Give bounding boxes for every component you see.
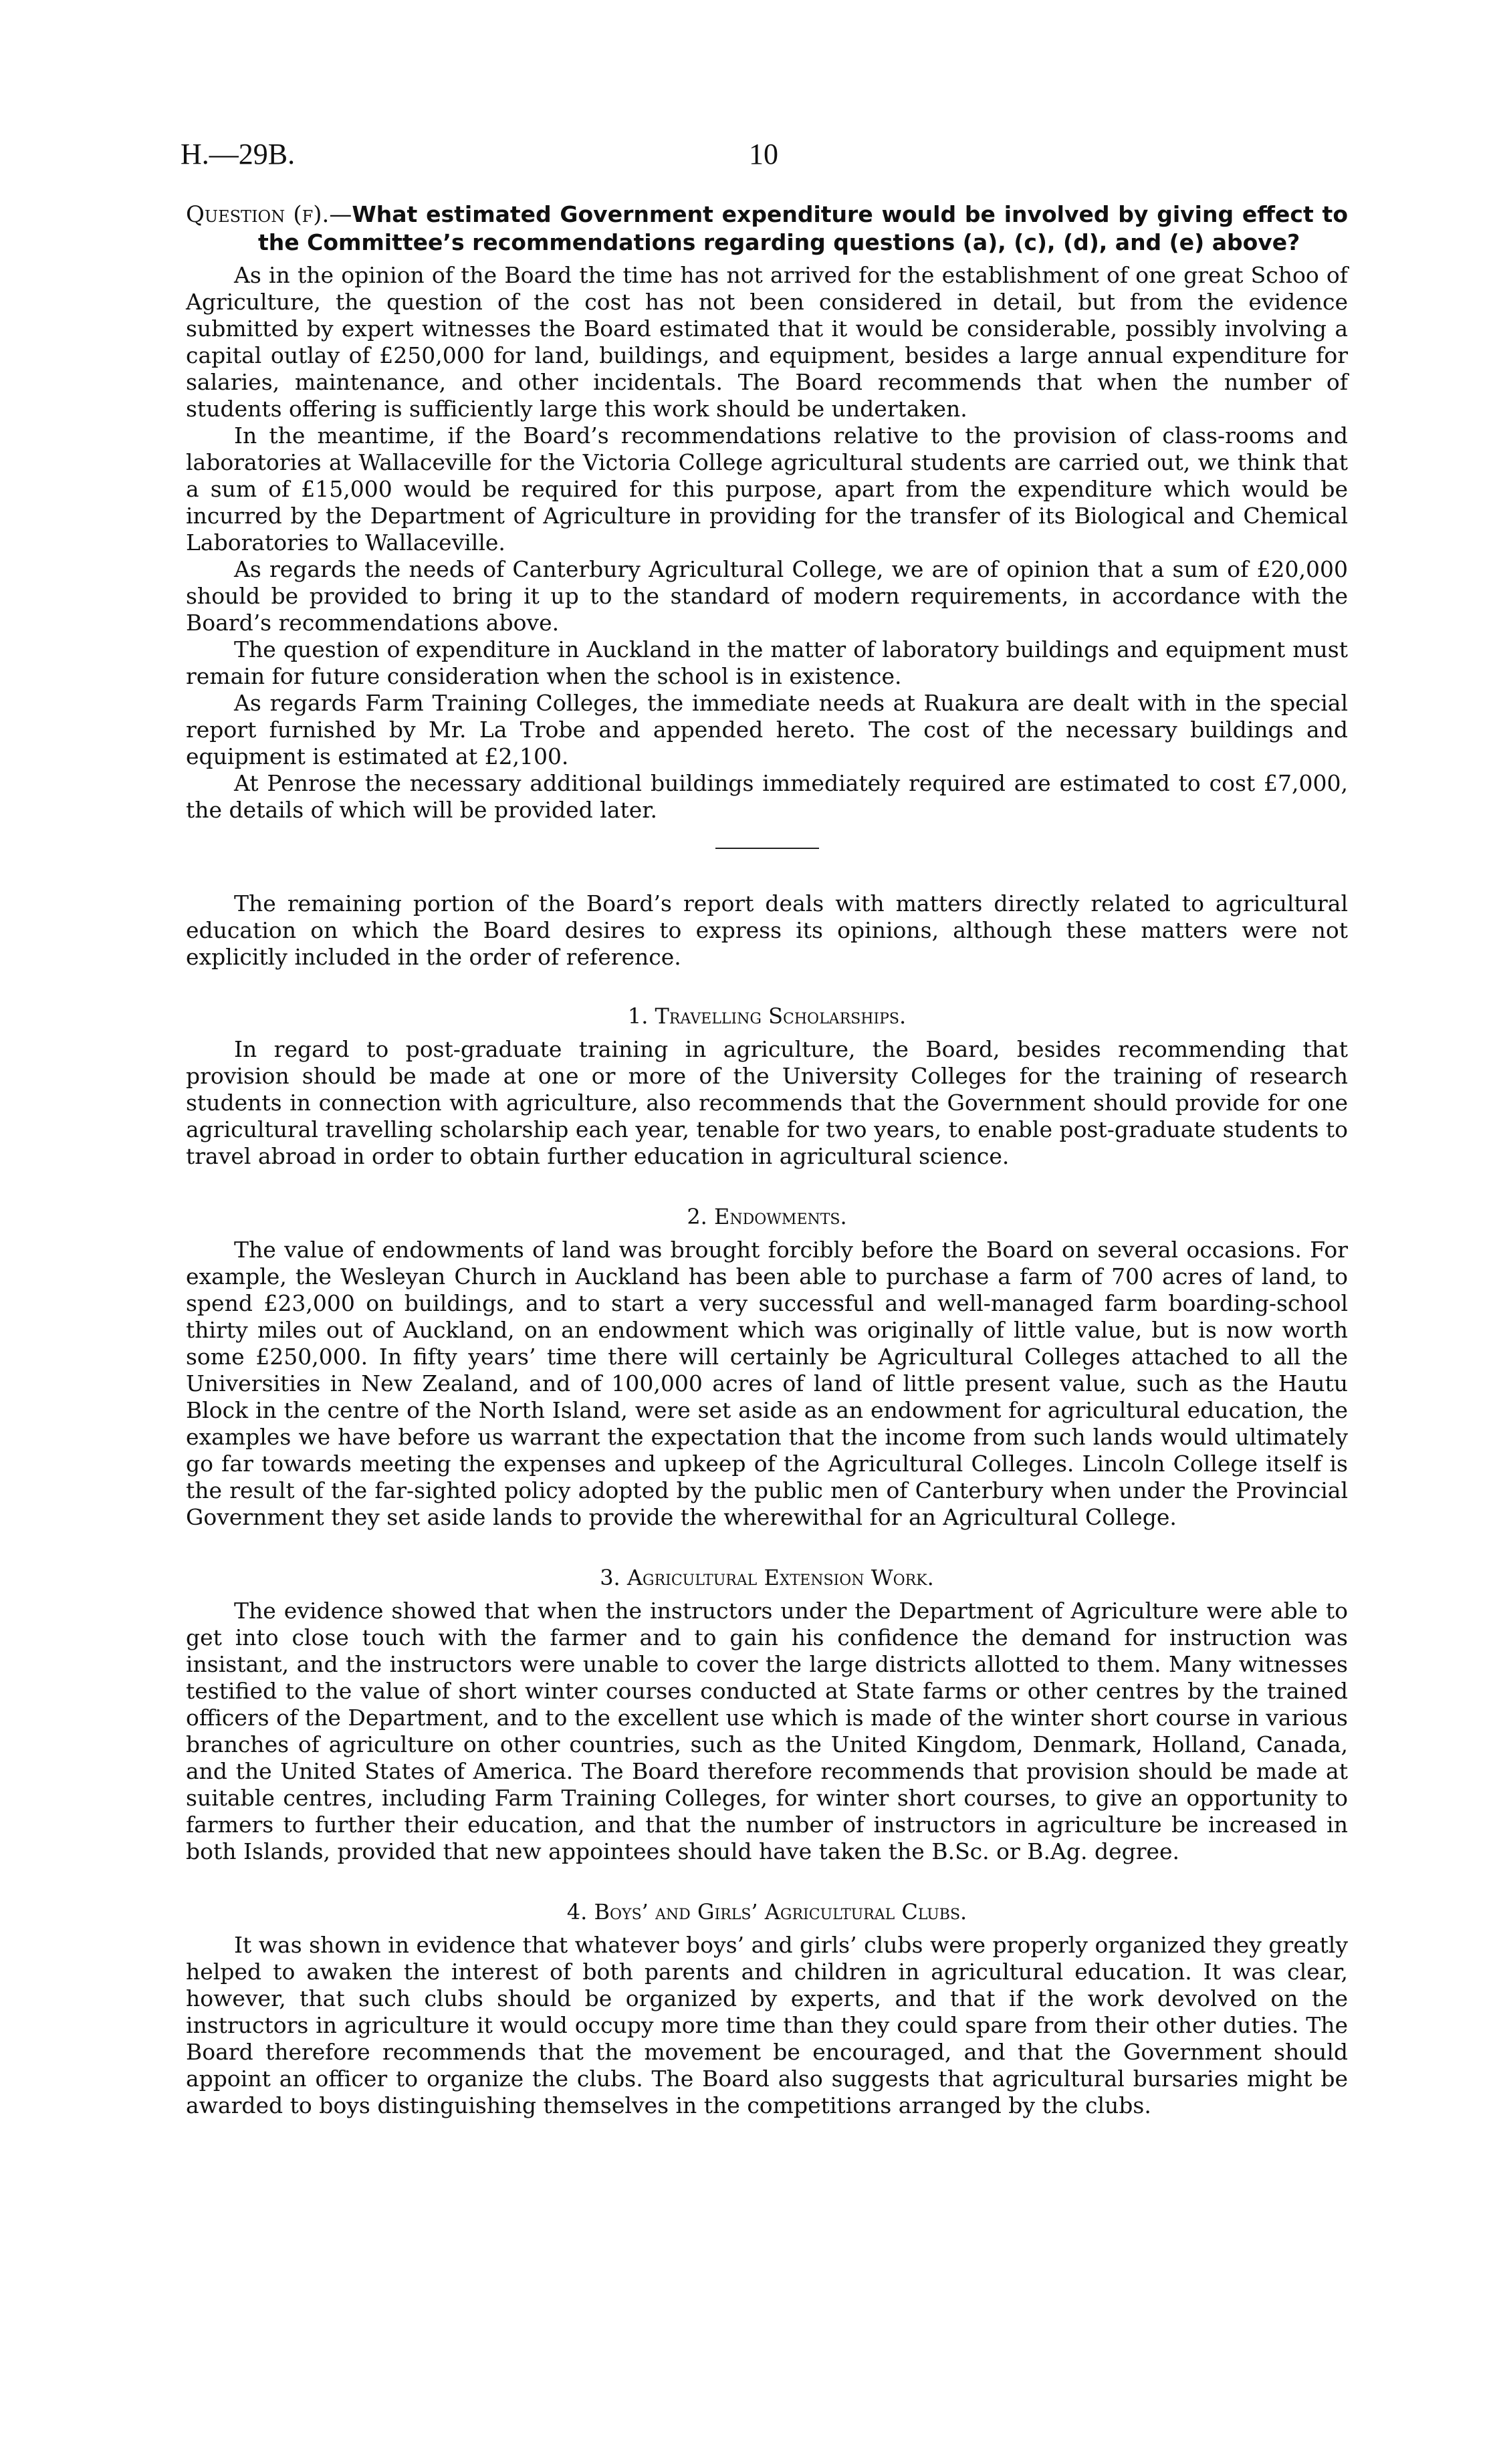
page-body — [186, 201, 1348, 2119]
running-header — [181, 137, 1359, 177]
answer-paragraph: As regards the needs of Canterbury Agricultural College, we are of opinion that a sum of £20,000 should be provided to bring it up to the standard of modern requirements, in accordance with the Board’s recommendations above. — [186, 556, 1348, 636]
question-f — [186, 201, 1348, 257]
question-label: Question (f).— — [186, 201, 352, 228]
page-number: 10 — [749, 138, 778, 170]
section-divider — [715, 848, 819, 849]
answer-paragraph: The question of expenditure in Auckland in the matter of laboratory buildings and equipment must remain for future consideration when the school is in existence. — [186, 636, 1348, 689]
section-paragraph: The evidence showed that when the instructors under the Department of Agriculture were able to get into close touch with the farmer and to gain his confidence the demand for instruction was insistant, and the instructors were unable to cover the large districts allotted to them. Many witnesses testified to the value of short winter courses conducted at State farms or other centres by the trained officers of the Department, and to the excellent use which is made of the winter short course in various branches of agriculture on other countries, such as the United Kingdom, Denmark, Holland, Canada, and the United States of America. The Board therefore recommends that provision should be made at suitable centres, including Farm Training Colleges, for winter short courses, to give an opportunity to farmers to further their education, and that the number of instructors in agriculture be increased in both Islands, provided that new appointees should have taken the B.Sc. or B.Ag. degree. — [186, 1598, 1348, 1864]
answer-paragraph: At Penrose the necessary additional buildings immediately required are estimated to cost £7,000, the details of which will be provided later. — [186, 770, 1348, 823]
section-heading-endowments: 2. Endowments. — [687, 1204, 847, 1229]
question-text: What estimated Government expenditure would be involved by giving effect to the Committee’s recommendations regarding questions (a), (c), (d), and (e) above? — [258, 201, 1348, 255]
section-paragraph: In regard to post-graduate training in agriculture, the Board, besides recommending that provision should be made at one or more of the University Colleges for the training of research students in connection with agriculture, also recommends that the Government should provide for one agricultural travelling scholarship each year, tenable for two years, to enable post-graduate students to travel abroad in order to obtain further education in agricultural science. — [186, 1036, 1348, 1169]
answer-paragraph: As in the opinion of the Board the time has not arrived for the establishment of one great Schoo of Agriculture, the question of the cost has not been considered in detail, but from the evidence submitted by expert witnesses the Board estimated that it would be considerable, possibly involving a capital outlay of £250,000 for land, buildings, and equipment, besides a large annual expenditure for salaries, maintenance, and other incidentals. The Board recommends that when the number of students offering is sufficiently large this work should be undertaken. — [186, 262, 1348, 422]
section-paragraph: The value of endowments of land was brought forcibly before the Board on several occasions. For example, the Wesleyan Church in Auckland has been able to purchase a farm of 700 acres of land, to spend £23,000 on buildings, and to start a very successful and well-managed farm boarding-school thirty miles out of Auckland, on an endowment which was originally of little value, but is now worth some £250,000. In fifty years’ time there will certainly be Agricultural Colleges attached to all the Universities in New Zealand, and of 100,000 acres of land of little present value, such as the Hautu Block in the centre of the North Island, were set aside as an endowment for agricultural education, the examples we have before us warrant the expectation that the income from such lands would ultimately go far towards meeting the expenses and upkeep of the Agricultural Colleges. Lincoln College itself is the result of the far-sighted policy adopted by the public men of Canterbury when under the Provincial Government they set aside lands to provide the wherewithal for an Agricultural College. — [186, 1237, 1348, 1530]
section-paragraph: It was shown in evidence that whatever boys’ and girls’ clubs were properly organized they greatly helped to awaken the interest of both parents and children in agricultural education. It was clear, however, that such clubs should be organized by experts, and that if the work devolved on the instructors in agriculture it would occupy more time than they could spare from their other duties. The Board therefore recommends that the movement be encouraged, and that the Government should appoint an officer to organize the clubs. The Board also suggests that agricultural bursaries might be awarded to boys distinguishing themselves in the competitions arranged by the clubs. — [186, 1932, 1348, 2118]
section-heading-travelling-scholarships: 1. Travelling Scholarships. — [627, 1003, 907, 1029]
answer-paragraph: As regards Farm Training Colleges, the immediate needs at Ruakura are dealt with in the special report furnished by Mr. La Trobe and appended hereto. The cost of the necessary buildings and equipment is estimated at £2,100. — [186, 690, 1348, 769]
document-reference: H.—29B. — [181, 138, 296, 170]
intro-paragraph: The remaining portion of the Board’s report deals with matters directly related to agricultural education on which the Board desires to express its opinions, although these matters were not explicitly included in the order of reference. — [186, 890, 1348, 970]
answer-paragraph: In the meantime, if the Board’s recommendations relative to the provision of class-rooms and laboratories at Wallaceville for the Victoria College agricultural students are carried out, we think that a sum of £15,000 would be required for this purpose, apart from the expenditure which would be incurred by the Department of Agriculture in providing for the transfer of its Biological and Chemical Laboratories to Wallaceville. — [186, 422, 1348, 556]
section-heading-agricultural-clubs: 4. Boys’ and Girls’ Agricultural Clubs. — [566, 1899, 967, 1925]
section-heading-extension-work: 3. Agricultural Extension Work. — [600, 1565, 934, 1590]
